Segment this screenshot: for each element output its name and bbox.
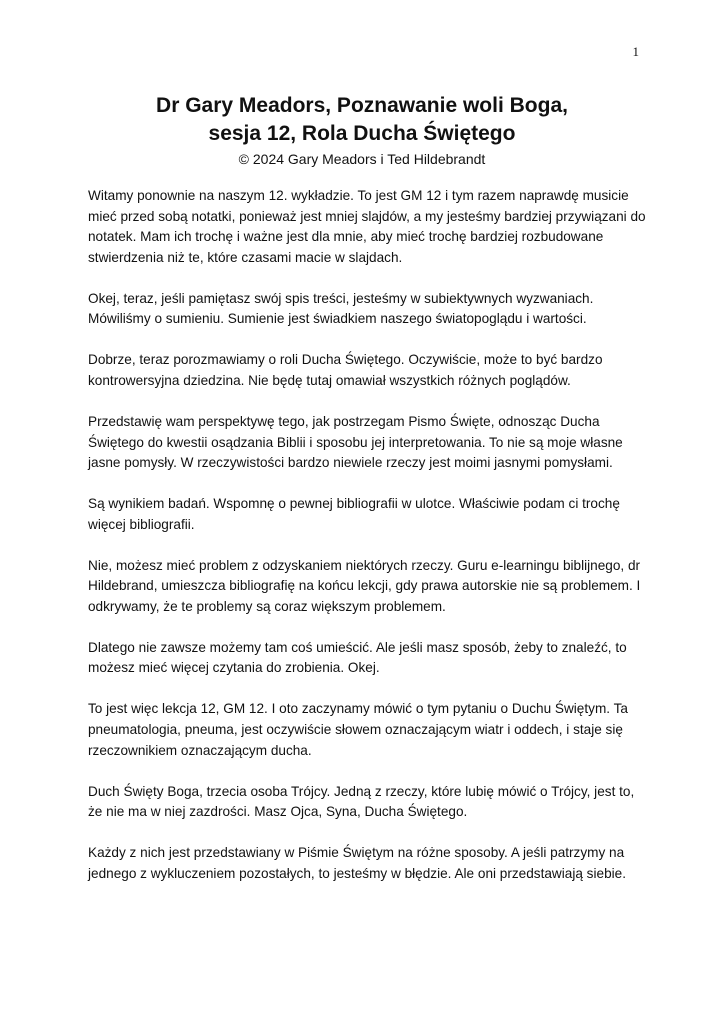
title-line-2: sesja 12, Rola Ducha Świętego — [208, 122, 516, 145]
copyright-notice: © 2024 Gary Meadors i Ted Hildebrandt — [238, 151, 486, 167]
paragraph: Dlatego nie zawsze możemy tam coś umieścić. Ale jeśli masz sposób, żeby to znaleźć, to możesz mieć więcej czytania do zrobienia. Okej. — [88, 639, 627, 676]
title-line-1: Dr Gary Meadors, Poznawanie woli Boga, — [156, 94, 568, 117]
paragraph: Są wynikiem badań. Wspomnę o pewnej bibliografii w ulotce. Właściwie podam ci trochę więcej bibliografii. — [88, 496, 620, 532]
paragraph: Duch Święty Boga, trzecia osoba Trójcy. Jedną z rzeczy, które lubię mówić o Trójcy, jest to, że nie ma w niej zazdrości. Masz Ojca, Syna, Ducha Świętego. — [88, 783, 635, 820]
paragraph: Nie, możesz mieć problem z odzyskaniem niektórych rzeczy. Guru e-learningu biblijnego, dr Hildebrand, umieszcza bibliografię na końcu lekcji, gdy prawa autorskie nie są problemem. I odkrywamy, że te problemy są coraz większym problemem. — [88, 557, 641, 614]
paragraph: Dobrze, teraz porozmawiamy o roli Ducha Świętego. Oczywiście, może to być bardzo kontrowersyjna dziedzina. Nie będę tutaj omawiał wszystkich różnych poglądów. — [88, 352, 603, 388]
document-body — [88, 186, 648, 905]
paragraph: Witamy ponownie na naszym 12. wykładzie. To jest GM 12 i tym razem naprawdę musicie mieć przed sobą notatki, ponieważ jest mniej slajdów, a my jesteśmy bardziej przywiązani do notatek. Mam ich trochę i ważne jest dla mnie, aby mieć trochę bardziej rozbudowane stwierdzenia niż te, które czasami macie w slajdach. — [88, 188, 646, 265]
paragraph: Przedstawię wam perspektywę tego, jak postrzegam Pismo Święte, odnosząc Ducha Świętego do kwestii osądzania Biblii i sposobu jej interpretowania. To nie są moje własne jasne pomysły. W rzeczywistości bardzo niewiele rzeczy jest moimi jasnymi pomysłami. — [88, 413, 623, 471]
paragraph: To jest więc lekcja 12, GM 12. I oto zaczynamy mówić o tym pytaniu o Duchu Świętym. Ta pneumatologia, pneuma, jest oczywiście słowem oznaczającym wiatr i oddech, i staje się rzeczownikiem oznaczającym ducha. — [88, 701, 628, 758]
paragraph: Każdy z nich jest przedstawiany w Piśmie Świętym na różne sposoby. A jeśli patrzymy na jednego z wykluczeniem pozostałych, to jesteśmy w błędzie. Ale oni przedstawiają siebie. — [88, 845, 626, 881]
document-title — [80, 92, 644, 148]
page-number: 1 — [632, 44, 639, 59]
document-header — [80, 92, 644, 168]
paragraph: Okej, teraz, jeśli pamiętasz swój spis treści, jesteśmy w subiektywnych wyzwaniach. Mówiliśmy o sumieniu. Sumienie jest świadkiem naszego światopoglądu i wartości. — [88, 290, 594, 327]
